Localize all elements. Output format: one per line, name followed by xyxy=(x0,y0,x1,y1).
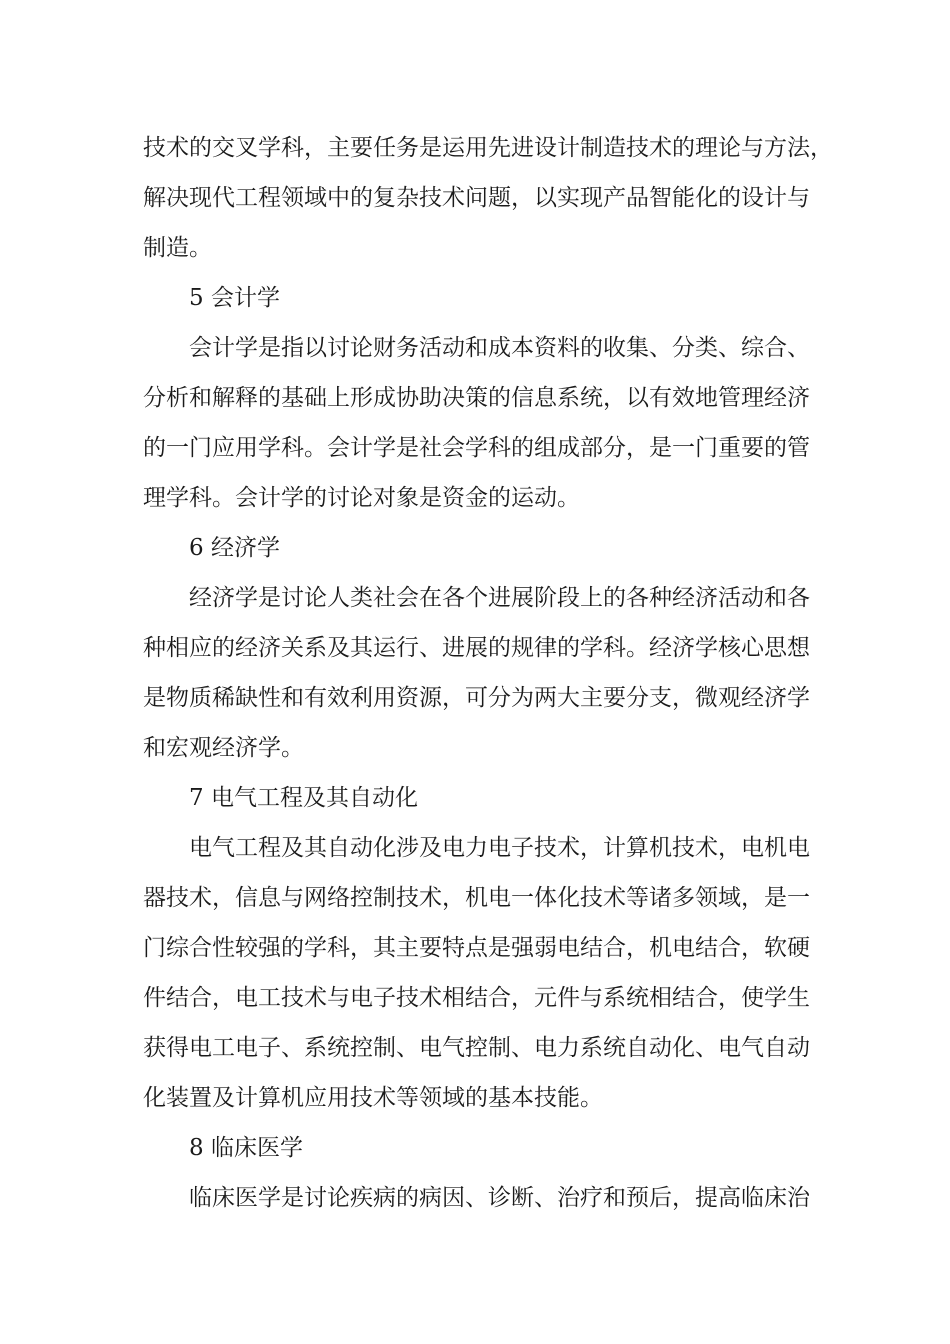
paragraph-line: 解决现代工程领域中的复杂技术问题，以实现产品智能化的设计与 xyxy=(143,185,810,211)
paragraph-line: 是物质稀缺性和有效利用资源，可分为两大主要分支，微观经济学 xyxy=(143,685,810,711)
paragraph-line: 制造。 xyxy=(143,235,212,261)
section-heading-electrical-engineering: 7 电气工程及其自动化 xyxy=(189,785,418,811)
paragraph-line: 的一门应用学科。会计学是社会学科的组成部分，是一门重要的管 xyxy=(143,435,810,461)
paragraph-line: 技术的交叉学科，主要任务是运用先进设计制造技术的理论与方法， xyxy=(143,135,833,161)
section-heading-economics: 6 经济学 xyxy=(189,535,280,561)
paragraph-line: 门综合性较强的学科，其主要特点是强弱电结合，机电结合，软硬 xyxy=(143,935,810,961)
paragraph-line: 获得电工电子、系统控制、电气控制、电力系统自动化、电气自动 xyxy=(143,1035,810,1061)
paragraph-line: 电气工程及其自动化涉及电力电子技术，计算机技术，电机电 xyxy=(189,835,810,861)
paragraph-line: 临床医学是讨论疾病的病因、诊断、治疗和预后，提高临床治 xyxy=(189,1185,810,1211)
section-heading-accounting: 5 会计学 xyxy=(189,285,280,311)
paragraph-line: 种相应的经济关系及其运行、进展的规律的学科。经济学核心思想 xyxy=(143,635,810,661)
paragraph-line: 化装置及计算机应用技术等领域的基本技能。 xyxy=(143,1085,603,1111)
paragraph-line: 分析和解释的基础上形成协助决策的信息系统，以有效地管理经济 xyxy=(143,385,810,411)
paragraph-line: 经济学是讨论人类社会在各个进展阶段上的各种经济活动和各 xyxy=(189,585,810,611)
section-heading-clinical-medicine: 8 临床医学 xyxy=(189,1135,303,1161)
paragraph-line: 会计学是指以讨论财务活动和成本资料的收集、分类、综合、 xyxy=(189,335,810,361)
paragraph-line: 件结合，电工技术与电子技术相结合，元件与系统相结合，使学生 xyxy=(143,985,810,1011)
paragraph-line: 理学科。会计学的讨论对象是资金的运动。 xyxy=(143,485,580,511)
paragraph-line: 器技术，信息与网络控制技术，机电一体化技术等诸多领域，是一 xyxy=(143,885,810,911)
paragraph-line: 和宏观经济学。 xyxy=(143,735,304,761)
